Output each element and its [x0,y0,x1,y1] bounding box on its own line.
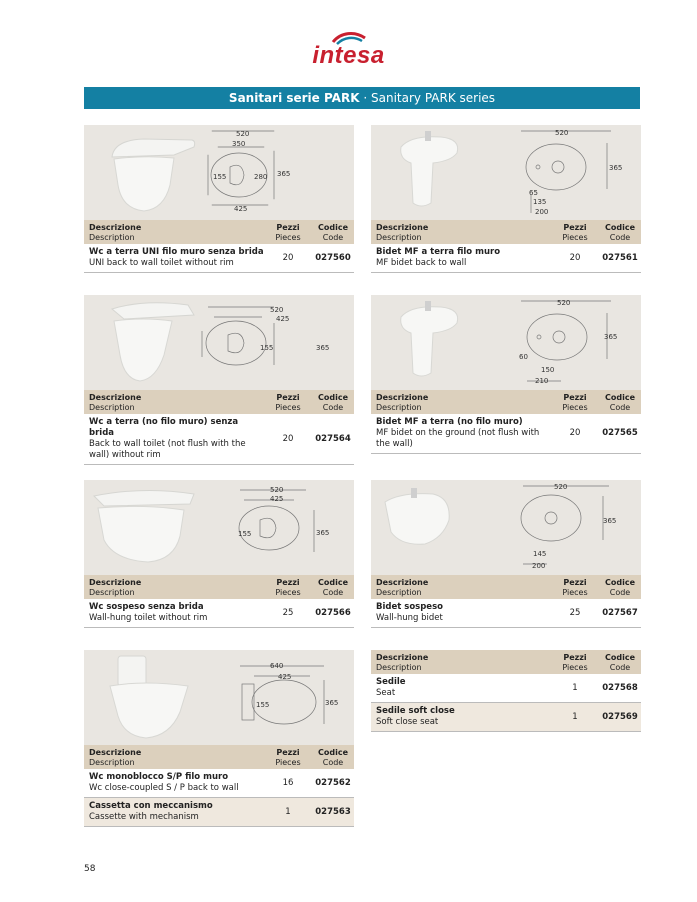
product-code: 027566 [315,607,351,618]
description-header-en: Description [89,758,135,767]
product-name: Wc a terra UNI filo muro senza brida [89,247,264,257]
product-description: Wall-hung toilet without rim [89,613,208,623]
product-photo [371,295,641,390]
code-header: Codice [317,578,348,587]
product-description: MF bidet on the ground (not flush with the wall) [376,428,540,449]
product-card [371,480,641,628]
pieces-header-en: Pieces [275,758,301,767]
pieces-header: Pezzi [563,578,587,587]
dimension-label: 365 [325,699,339,707]
product-card [371,125,641,273]
dimension-label: 350 [232,140,246,148]
product-code: 027565 [602,428,638,438]
close-coupled-toilet-illustration [110,656,188,738]
pieces-header-en: Pieces [562,403,588,412]
dimension-label: 520 [557,299,571,307]
product-card [371,295,641,454]
product-code: 027561 [602,252,638,263]
dimension-label: 280 [254,173,268,181]
pieces-header-en: Pieces [562,588,588,597]
pieces-header-en: Pieces [275,233,301,242]
pieces-header-en: Pieces [275,588,301,597]
series-banner [84,87,640,109]
product-card [371,650,641,732]
table-row [84,244,354,273]
dimension-label: 155 [213,173,227,181]
dimension-label: 155 [238,530,252,538]
product-quantity: 1 [572,682,578,693]
description-header: Descrizione [376,578,429,587]
pieces-header: Pezzi [563,393,587,402]
product-code: 027562 [315,777,351,788]
table-row [371,414,641,454]
product-quantity: 16 [282,777,294,788]
page-number: 58 [84,864,96,874]
dimension-label: 365 [316,529,330,537]
code-header-en: Code [322,758,344,767]
pieces-header-en: Pieces [562,663,588,672]
table-header [371,390,641,414]
description-header: Descrizione [376,653,429,662]
product-card [84,480,354,628]
product-quantity: 20 [569,428,581,438]
table-row [84,599,354,628]
product-description: Seat [376,688,396,698]
product-description: Back to wall toilet (not flush with the wall) without rim [89,439,246,460]
dimension-label: 155 [260,344,274,352]
table-header [84,220,354,244]
product-card [84,295,354,465]
product-description: Wc close-coupled S / P back to wall [89,783,239,793]
product-quantity: 20 [282,433,294,444]
product-name: Wc sospeso senza brida [89,602,204,612]
product-photo [84,295,354,390]
product-quantity: 20 [569,252,581,263]
dimension-label: 200 [532,562,546,570]
dimension-label: 520 [554,483,568,491]
description-header: Descrizione [89,578,142,587]
dimension-label: 520 [270,486,284,494]
table-row [371,703,641,732]
table-row [84,769,354,798]
product-code: 027569 [602,711,638,722]
dimension-label: 425 [234,205,248,213]
product-name: Sedile soft close [376,706,455,716]
wall-hung-bidet-illustration [385,488,449,544]
banner-title: Sanitari serie PARK [228,91,360,105]
technical-drawing [202,307,274,365]
product-quantity: 20 [282,252,294,263]
table-row [84,798,354,827]
table-header [84,390,354,414]
bidet-illustration [401,301,458,376]
pieces-header: Pezzi [563,223,587,232]
description-header-en: Description [89,588,135,597]
product-photo [371,125,641,220]
description-header: Descrizione [89,748,142,757]
dimension-label: 65 [529,189,538,197]
product-name: Cassetta con meccanismo [89,801,213,811]
product-code: 027563 [315,806,351,817]
description-header: Descrizione [89,393,142,402]
code-header: Codice [317,393,348,402]
description-header: Descrizione [376,393,429,402]
code-header-en: Code [322,588,344,597]
pieces-header: Pezzi [276,748,300,757]
dimension-label: 640 [270,662,284,670]
product-photo [84,125,354,220]
pieces-header: Pezzi [276,578,300,587]
dimension-label: 365 [609,164,623,172]
product-description: UNI back to wall toilet without rim [89,258,234,268]
product-quantity: 25 [282,607,294,618]
description-header: Descrizione [376,223,429,232]
product-photo [84,650,354,745]
product-code: 027567 [602,607,638,618]
dimension-label: 520 [555,129,569,137]
dimension-label: 365 [316,344,330,352]
code-header: Codice [604,578,635,587]
product-code: 027568 [602,682,638,693]
dimension-label: 520 [236,130,250,138]
toilet-illustration [112,139,195,211]
code-header-en: Code [609,588,631,597]
dimension-label: 365 [604,333,618,341]
product-quantity: 1 [285,806,291,817]
code-header: Codice [604,653,635,662]
product-name: Sedile [376,677,406,687]
bidet-illustration [401,131,458,206]
table-header [371,575,641,599]
product-code: 027560 [315,252,351,263]
table-header [371,650,641,674]
dimension-label: 200 [535,208,549,216]
toilet-illustration [112,303,194,381]
table-header [371,220,641,244]
pieces-header: Pezzi [276,223,300,232]
dimension-label: 520 [270,306,284,314]
code-header-en: Code [322,403,344,412]
pieces-header-en: Pieces [562,233,588,242]
description-header-en: Description [376,403,422,412]
product-name: Bidet MF a terra (no filo muro) [376,417,523,427]
dimension-label: 425 [270,495,284,503]
product-card [84,125,354,273]
table-row [371,244,641,273]
description-header-en: Description [376,233,422,242]
code-header: Codice [317,748,348,757]
product-description: Cassette with mechanism [89,812,199,822]
description-header-en: Description [89,403,135,412]
product-photo [371,480,641,575]
code-header-en: Code [609,663,631,672]
dimension-label: 365 [277,170,291,178]
pieces-header: Pezzi [276,393,300,402]
table-header [84,745,354,769]
product-description: Soft close seat [376,717,439,727]
product-quantity: 1 [572,711,578,722]
code-header: Codice [317,223,348,232]
product-description: Wall-hung bidet [376,613,443,623]
product-quantity: 25 [569,607,581,618]
dimension-label: 60 [519,353,528,361]
dimension-label: 155 [256,701,270,709]
product-card [84,650,354,827]
code-header-en: Code [609,233,631,242]
table-row [371,674,641,703]
banner-subtitle: Sanitary PARK series [371,91,496,105]
code-header-en: Code [322,233,344,242]
code-header: Codice [604,223,635,232]
technical-drawing [521,301,611,381]
product-name: Bidet sospeso [376,602,443,612]
table-header [84,575,354,599]
pieces-header-en: Pieces [275,403,301,412]
dimension-label: 135 [533,198,547,206]
dimension-label: 210 [535,377,549,385]
code-header-en: Code [609,403,631,412]
product-photo [84,480,354,575]
dimension-label: 425 [276,315,290,323]
pieces-header: Pezzi [563,653,587,662]
description-header-en: Description [376,588,422,597]
wall-hung-toilet-illustration [94,490,194,562]
description-header-en: Description [89,233,135,242]
dimension-label: 365 [603,517,617,525]
table-row [371,599,641,628]
table-row [84,414,354,465]
product-description: MF bidet back to wall [376,258,467,268]
description-header: Descrizione [89,223,142,232]
product-name: Wc a terra (no filo muro) senza brida [89,417,239,438]
banner-separator: · [363,91,368,105]
dimension-label: 425 [278,673,292,681]
dimension-label: 150 [541,366,555,374]
code-header: Codice [604,393,635,402]
brand-name: intesa [312,42,385,69]
product-name: Wc monoblocco S/P filo muro [89,772,229,782]
product-name: Bidet MF a terra filo muro [376,247,501,257]
product-code: 027564 [315,433,351,444]
description-header-en: Description [376,663,422,672]
brand-logo [0,30,697,70]
dimension-label: 145 [533,550,547,558]
